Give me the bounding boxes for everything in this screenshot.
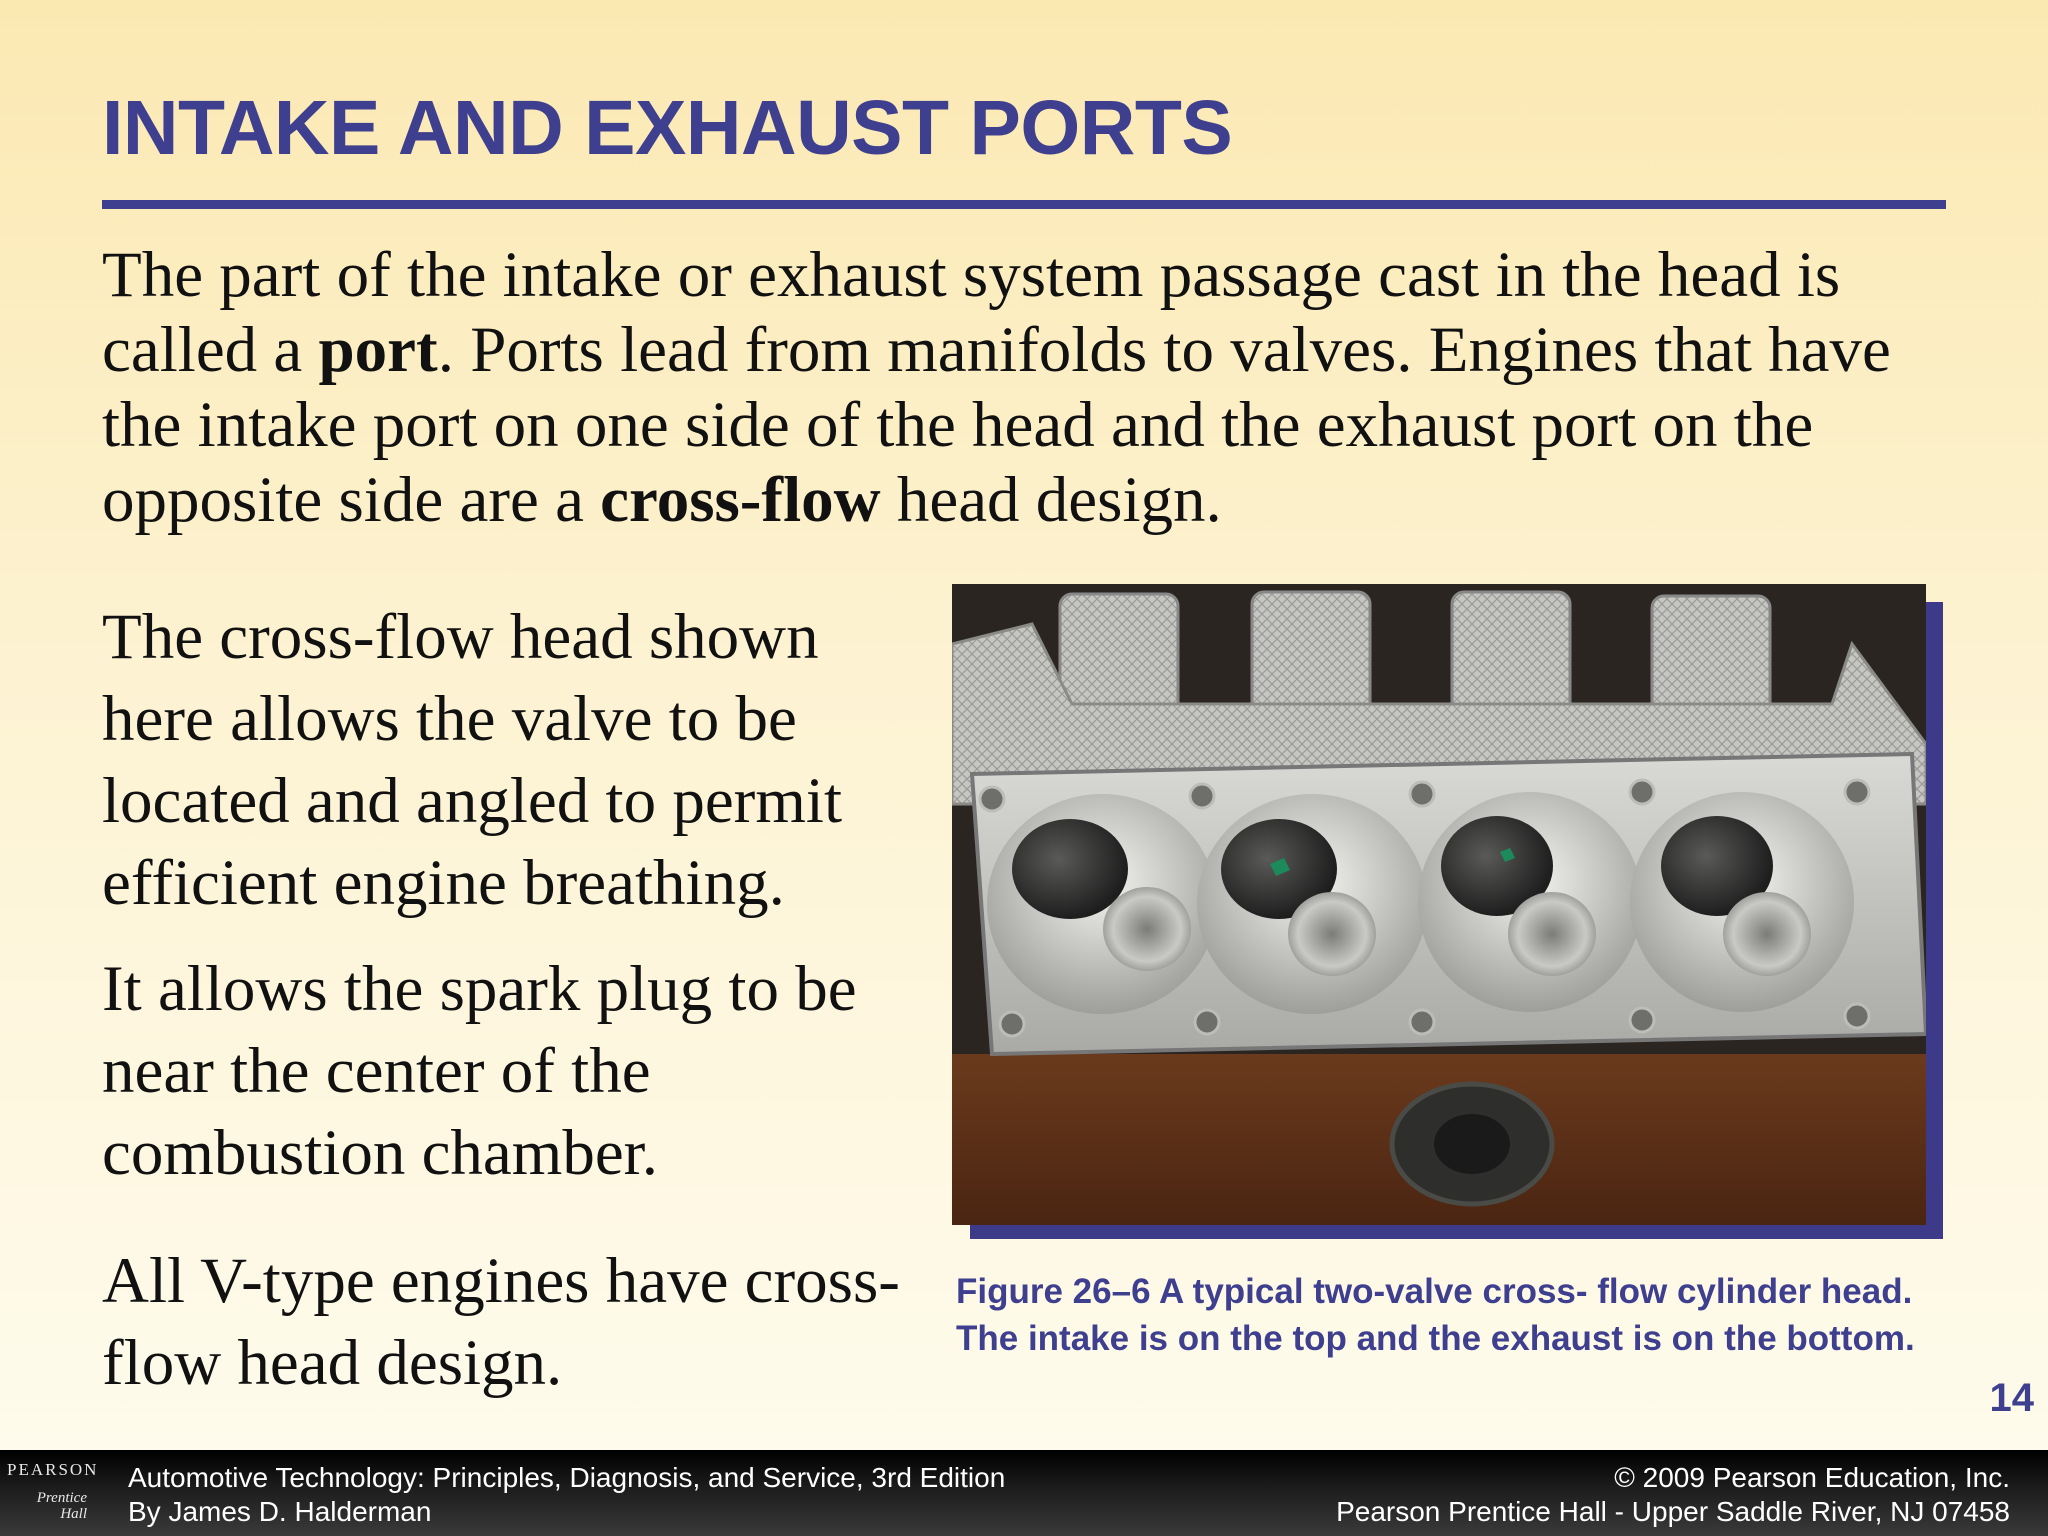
intro-text-1: The part of the intake or exhaust system passage cast in the head is called a <box>102 239 1841 386</box>
intro-text-2: . Ports lead from manifolds to valves. Engines that have the intake port on one side of the head and the exhaust port on the opposite side are a <box>102 314 1891 536</box>
footer-book-title: Automotive Technology: Principles, Diagnosis, and Service, 3rd Edition <box>128 1462 1006 1493</box>
footer-bar <box>0 1450 2048 1536</box>
intro-bold-port: port <box>318 314 438 386</box>
paragraph-valve: The cross-flow head shown here allows the valve to be located and angled to permit efficient engine breathing. <box>102 601 843 919</box>
cylinder-head-photo <box>952 584 1926 1225</box>
left-column <box>102 596 932 1399</box>
paragraph-v-type: All V-type engines have cross-flow head design. <box>102 1245 900 1399</box>
page-number: 14 <box>1989 1376 2034 1420</box>
paragraph-spark-plug: It allows the spark plug to be near the center of the combustion chamber. <box>102 953 857 1189</box>
logo-pearson-text: PEARSON <box>7 1460 99 1479</box>
intro-paragraph <box>102 238 1942 538</box>
slide-title: INTAKE AND EXHAUST PORTS <box>102 85 1233 171</box>
intro-text-3: head design. <box>880 464 1222 536</box>
logo-prentice: Prentice <box>36 1490 87 1506</box>
footer-publisher: Pearson Prentice Hall - Upper Saddle River, NJ 07458 <box>1336 1496 2010 1527</box>
logo-hall: Hall <box>60 1506 87 1522</box>
logo-prentice-hall-text <box>9 1490 87 1522</box>
title-divider <box>102 200 1946 209</box>
pearson-logo <box>0 1450 100 1536</box>
figure-caption: Figure 26–6 A typical two-valve cross- flow cylinder head. The intake is on the top and the exhaust is on the bottom. <box>956 1272 1915 1358</box>
footer-author: By James D. Halderman <box>128 1496 432 1527</box>
footer-copyright: © 2009 Pearson Education, Inc. <box>1614 1462 2010 1493</box>
intro-bold-crossflow: cross-flow <box>600 464 881 536</box>
